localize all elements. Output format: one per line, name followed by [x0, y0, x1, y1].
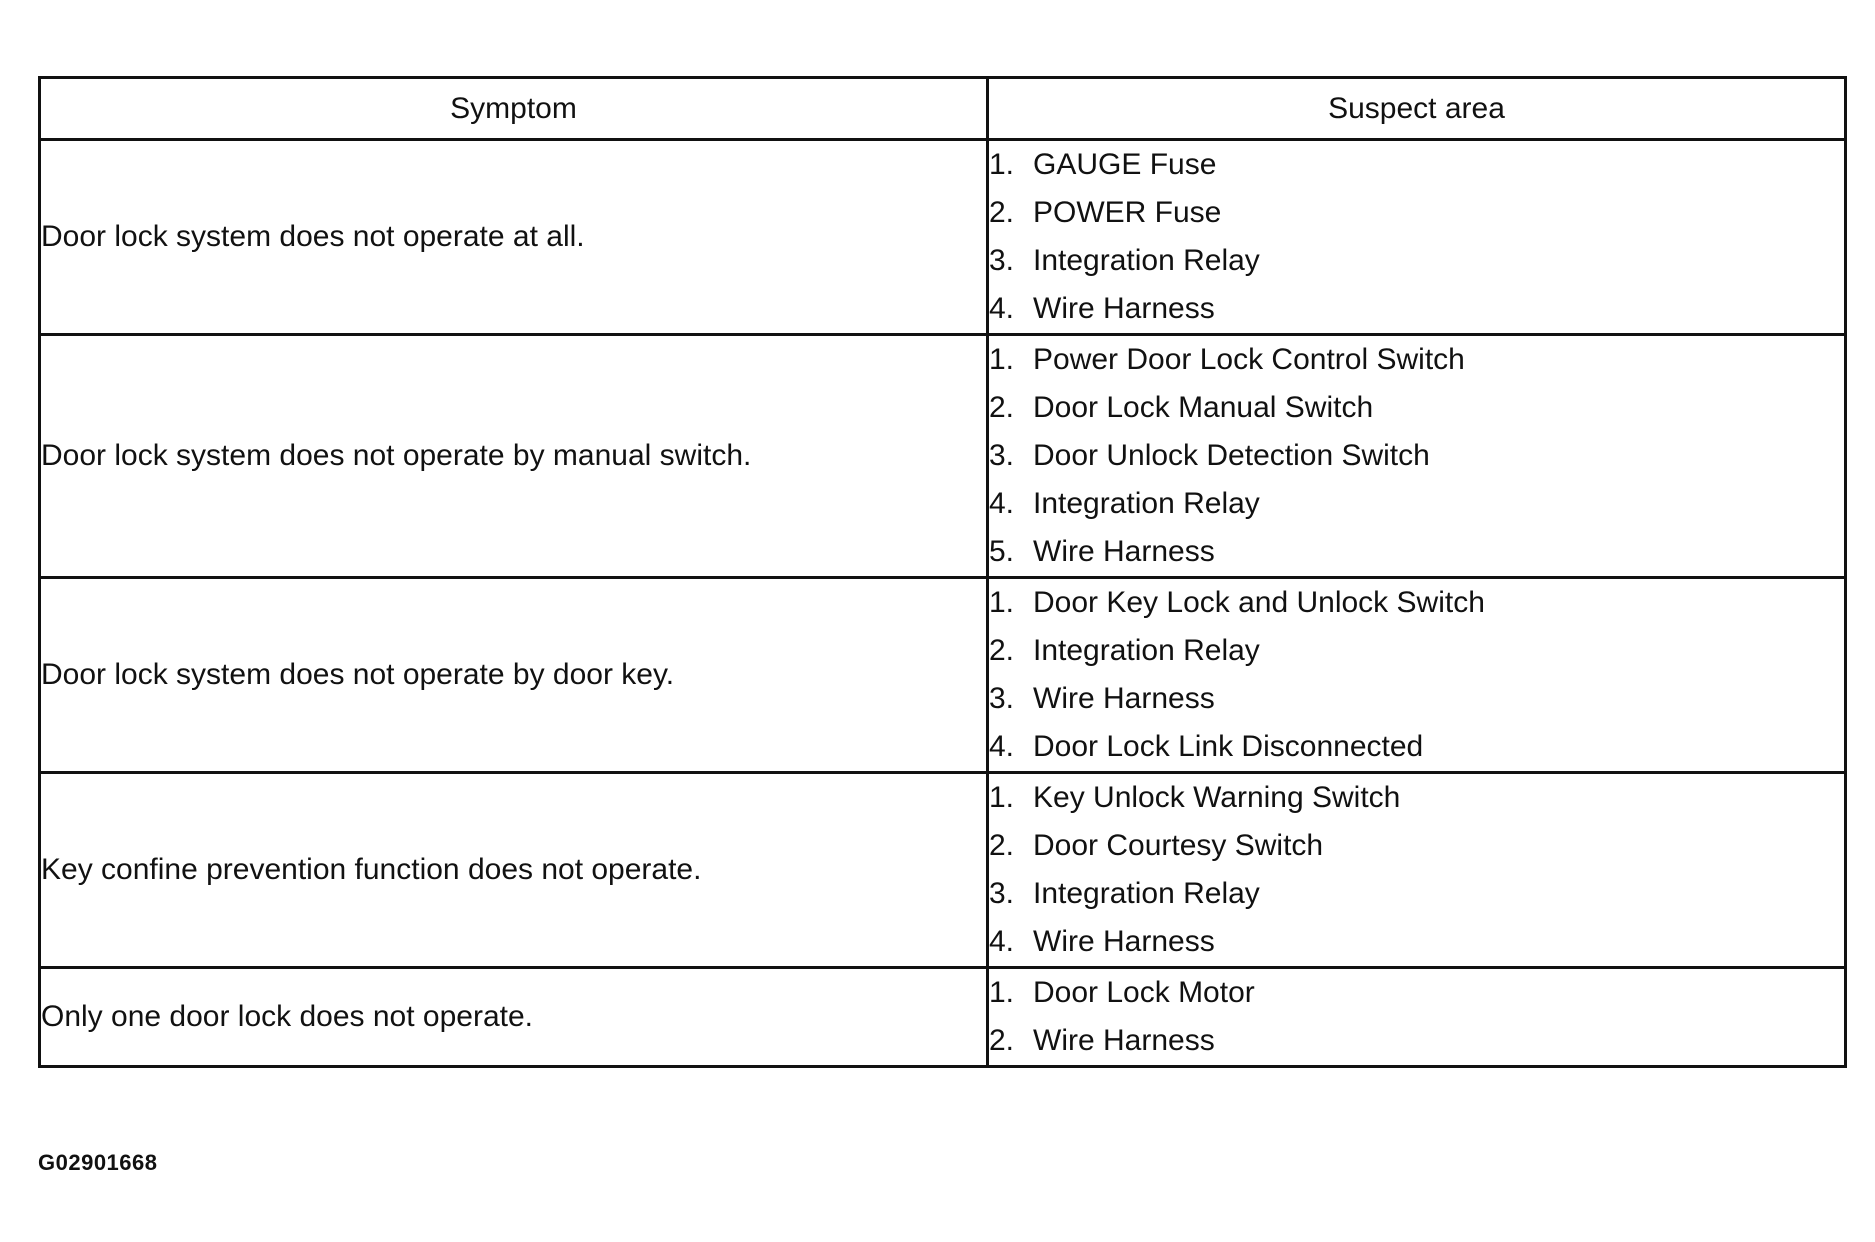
- list-item-number: 2.: [989, 391, 1015, 424]
- list-item-text: Wire Harness: [1033, 925, 1215, 958]
- suspect-list-item: [989, 189, 1844, 237]
- suspect-list-item: [989, 675, 1844, 723]
- symptom-cell: Door lock system does not operate at all.: [40, 140, 988, 335]
- suspect-list-item: [989, 1017, 1844, 1065]
- symptom-cell: Only one door lock does not operate.: [40, 968, 988, 1067]
- list-item-number: 2.: [989, 634, 1015, 667]
- suspect-list-item: [989, 336, 1844, 384]
- table-body: [40, 140, 1846, 1067]
- table-header-row: [40, 78, 1846, 140]
- symptom-column-header: Symptom: [40, 78, 988, 140]
- suspect-list-item: [989, 237, 1844, 285]
- list-item-number: 2.: [989, 1024, 1015, 1057]
- problem-symptoms-table: [38, 76, 1847, 1068]
- table-row: [40, 773, 1846, 968]
- suspect-list-item: [989, 579, 1844, 627]
- list-item-text: Key Unlock Warning Switch: [1033, 781, 1401, 814]
- suspect-area-cell: [988, 773, 1846, 968]
- suspect-list-item: [989, 969, 1844, 1017]
- list-item-text: Door Unlock Detection Switch: [1033, 439, 1430, 472]
- list-item-text: Door Lock Link Disconnected: [1033, 730, 1424, 763]
- list-item-number: 3.: [989, 682, 1015, 715]
- list-item-number: 1.: [989, 343, 1015, 376]
- figure-id: G02901668: [38, 1150, 158, 1175]
- list-item-number: 2.: [989, 196, 1015, 229]
- list-item-number: 1.: [989, 781, 1015, 814]
- suspect-list-item: [989, 480, 1844, 528]
- suspect-list-item: [989, 432, 1844, 480]
- list-item-text: Door Lock Manual Switch: [1033, 391, 1374, 424]
- suspect-area-cell: [988, 578, 1846, 773]
- suspect-list-item: [989, 528, 1844, 576]
- table-row: [40, 140, 1846, 335]
- list-item-number: 4.: [989, 292, 1015, 325]
- suspect-list-item: [989, 822, 1844, 870]
- suspect-list-item: [989, 141, 1844, 189]
- list-item-number: 5.: [989, 535, 1015, 568]
- list-item-text: Wire Harness: [1033, 682, 1215, 715]
- table-row: [40, 335, 1846, 578]
- symptom-cell: Door lock system does not operate by door key.: [40, 578, 988, 773]
- list-item-text: Integration Relay: [1033, 244, 1260, 277]
- list-item-text: Wire Harness: [1033, 1024, 1215, 1057]
- list-item-text: Door Courtesy Switch: [1033, 829, 1324, 862]
- list-item-number: 1.: [989, 148, 1015, 181]
- table-row: [40, 578, 1846, 773]
- list-item-text: Integration Relay: [1033, 877, 1260, 910]
- suspect-list-item: [989, 627, 1844, 675]
- suspect-list-item: [989, 384, 1844, 432]
- list-item-text: Wire Harness: [1033, 292, 1215, 325]
- suspect-area-column-header: Suspect area: [988, 78, 1846, 140]
- list-item-text: Door Key Lock and Unlock Switch: [1033, 586, 1485, 619]
- list-item-text: Integration Relay: [1033, 487, 1260, 520]
- symptom-cell: Key confine prevention function does not operate.: [40, 773, 988, 968]
- suspect-list-item: [989, 723, 1844, 771]
- suspect-area-cell: [988, 335, 1846, 578]
- suspect-list-item: [989, 870, 1844, 918]
- list-item-number: 1.: [989, 976, 1015, 1009]
- list-item-number: 2.: [989, 829, 1015, 862]
- suspect-area-cell: [988, 140, 1846, 335]
- suspect-list-item: [989, 774, 1844, 822]
- list-item-text: Wire Harness: [1033, 535, 1215, 568]
- list-item-number: 3.: [989, 439, 1015, 472]
- list-item-number: 1.: [989, 586, 1015, 619]
- table-row: [40, 968, 1846, 1067]
- list-item-text: GAUGE Fuse: [1033, 148, 1217, 181]
- list-item-number: 4.: [989, 730, 1015, 763]
- list-item-text: Integration Relay: [1033, 634, 1260, 667]
- list-item-text: Power Door Lock Control Switch: [1033, 343, 1465, 376]
- list-item-number: 4.: [989, 925, 1015, 958]
- list-item-number: 3.: [989, 877, 1015, 910]
- suspect-list-item: [989, 918, 1844, 966]
- troubleshooting-document: [38, 76, 1844, 1068]
- list-item-text: Door Lock Motor: [1033, 976, 1255, 1009]
- list-item-text: POWER Fuse: [1033, 196, 1222, 229]
- suspect-area-cell: [988, 968, 1846, 1067]
- suspect-list-item: [989, 285, 1844, 333]
- symptom-cell: Door lock system does not operate by manual switch.: [40, 335, 988, 578]
- list-item-number: 3.: [989, 244, 1015, 277]
- list-item-number: 4.: [989, 487, 1015, 520]
